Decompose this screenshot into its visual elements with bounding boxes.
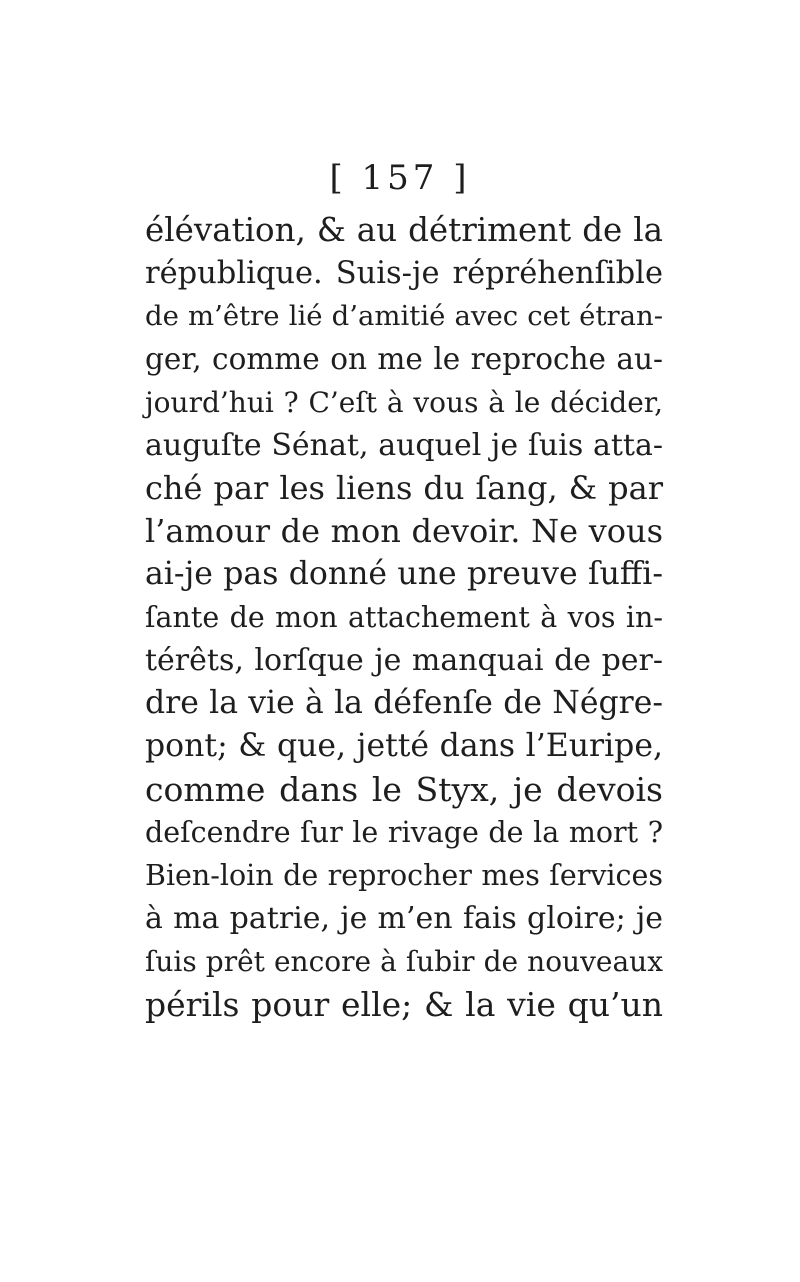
text-line: ſante de mon attachement à vos in- (145, 601, 663, 634)
text-line: périls pour elle; & la vie qu’un (145, 985, 663, 1024)
text-line: à ma patrie, je m’en fais gloire; je (145, 901, 663, 936)
text-line: auguſte Sénat, auquel je ſuis atta- (145, 428, 663, 463)
text-line: de m’être lié d’amitié avec cet étran- (145, 300, 663, 332)
text-line: comme dans le Styx, je devois (145, 770, 663, 809)
text-line: ger, comme on me le reproche au- (145, 342, 663, 376)
text-line: dre la vie à la défenſe de Négre- (145, 685, 663, 721)
body-text (145, 209, 663, 1026)
text-line: république. Suis-je répréhenſible (145, 256, 663, 291)
text-line: ai-je pas donné une preuve ſuffi- (145, 556, 663, 592)
page-number: [ 157 ] (329, 158, 471, 198)
text-line: l’amour de mon devoir. Ne vous (145, 512, 663, 550)
text-line: élévation, & au détriment de la (145, 211, 663, 249)
text-line: térêts, lorſque je manquai de per- (145, 643, 663, 678)
text-line: Bien-loin de reprocher mes ſervices (145, 859, 663, 892)
text-line: deſcendre ſur le rivage de la mort ? (145, 816, 663, 849)
text-line: jourd’hui ? C’eſt à vous à le décider, (145, 386, 663, 419)
text-line: ché par les liens du ſang, & par (145, 469, 663, 507)
text-line: pont; & que, jetté dans l’Euripe, (145, 728, 663, 764)
text-line: ſuis prêt encore à ſubir de nouveaux (145, 945, 663, 978)
